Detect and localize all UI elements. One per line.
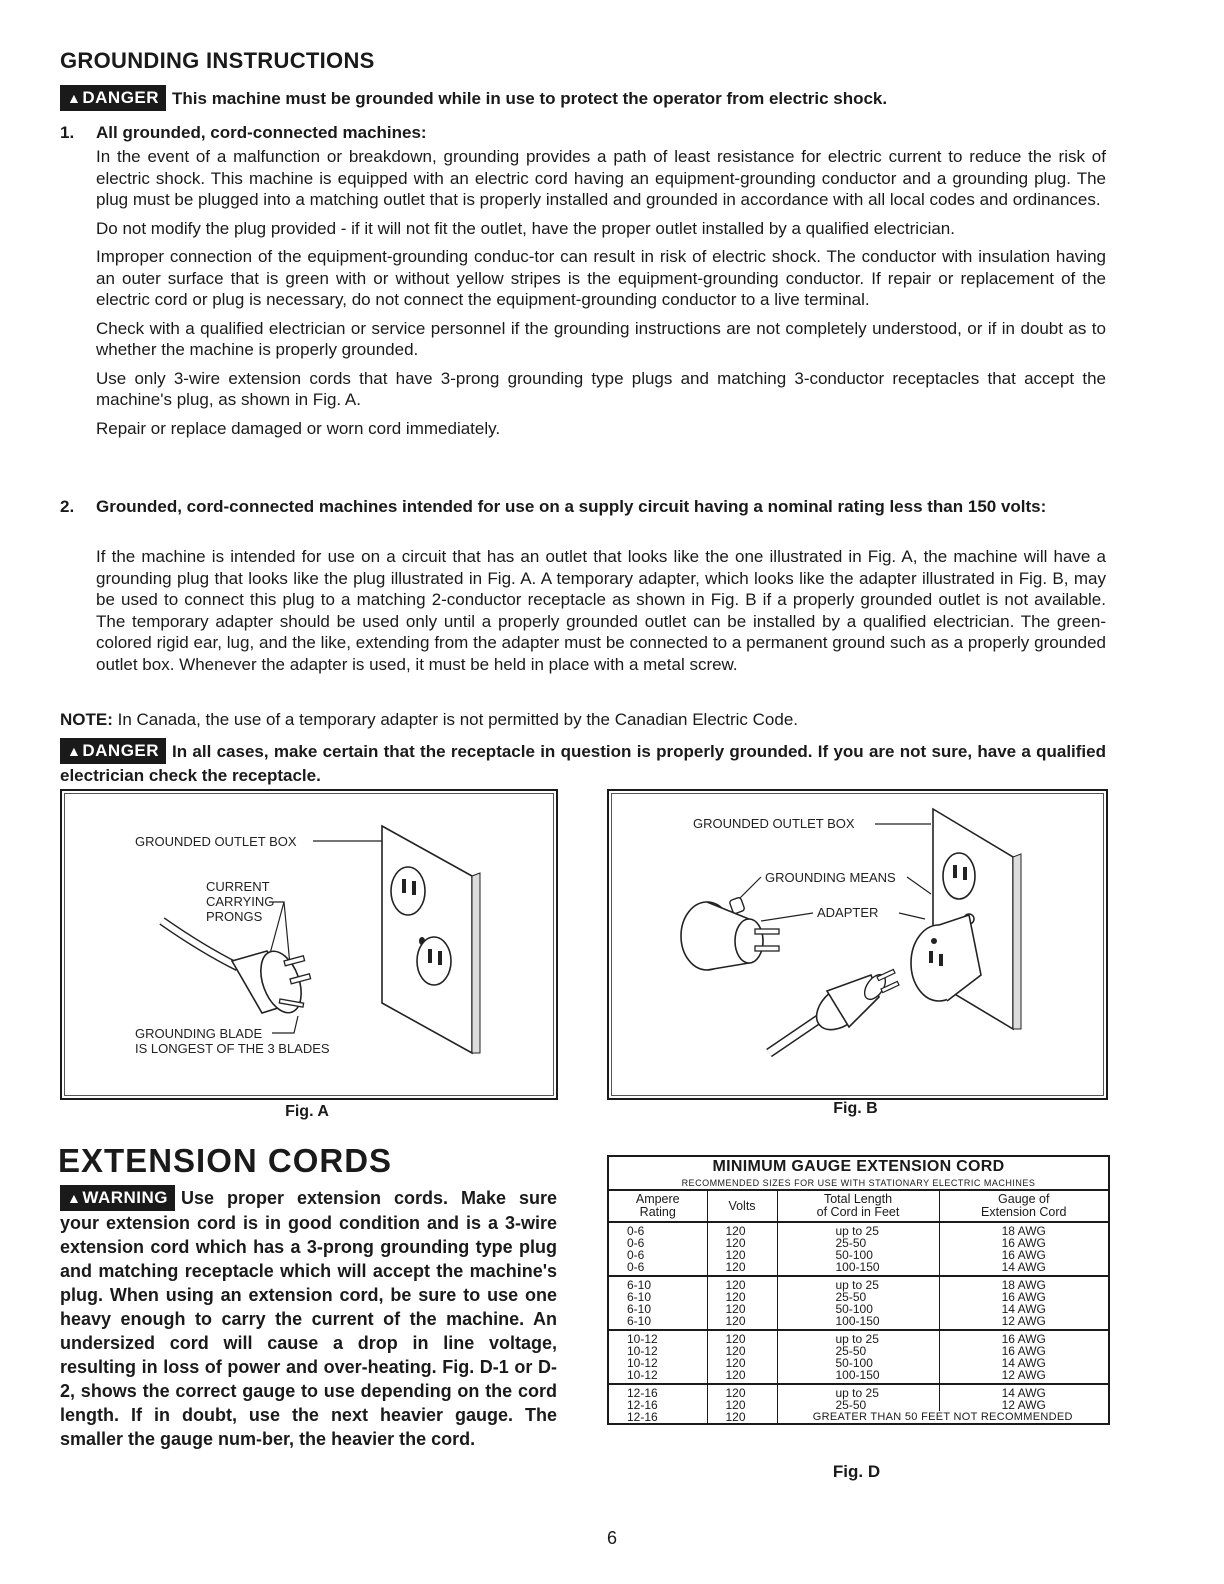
extension-warning (60, 1185, 557, 1451)
gauge-table (607, 1155, 1110, 1425)
table-row: 6-10 120 up to 25 18 AWG (609, 1276, 1108, 1291)
label-grounding-means: GROUNDING MEANS (765, 870, 896, 885)
extension-text: Use proper extension cords. Make sure your extension cord is in good condition and is a 3-wire extension cord which has a 3-prong grounding type plug and matching receptacle which will accept the machine's plug. When using an extension cord, be sure to use one heavy enough to carry the current of the machine. An undersized cord will cause a drop in line voltage, resulting in loss of power and over-heating. Fig. D-1 or D-2, shows the correct gauge to use depending on the cord length. If in doubt, use the next heavier gauge. The smaller the gauge num-ber, the heavier the cord. (60, 1188, 557, 1449)
label-grounded-outlet-box: GROUNDED OUTLET BOX (693, 816, 855, 831)
table-row: 10-12 120 up to 25 16 AWG (609, 1330, 1108, 1345)
table-row: 6-10 120 50-100 14 AWG (609, 1303, 1108, 1315)
adapter-left (681, 897, 779, 970)
table-row: 12-16 120 GREATER THAN 50 FEET NOT RECOMMENDED (609, 1411, 1108, 1423)
danger-notice (60, 85, 1120, 111)
label-longest-blade: IS LONGEST OF THE 3 BLADES (135, 1041, 330, 1056)
figure-a-caption: Fig. A (285, 1103, 329, 1120)
note-label: NOTE: (60, 710, 113, 729)
item-2-body: If the machine is intended for use on a circuit that has an outlet that looks like the one illustrated in Fig. A, the machine will have a grounding plug that looks like the plug illustrated in Fig. A. A temporary adapter, which looks like the adapter illustrated in Fig. B, may be used to connect this plug to a matching 2-conductor receptacle as shown in Fig. B if a properly grounded outlet is not available. The temporary adapter should be used only until a properly grounded outlet can be installed by a qualified electrician. The green-colored rigid ear, lug, and the like, extending from the adapter must be connected to a permanent ground such as a properly grounded outlet box. Whenever the adapter is used, it must be held in place with a metal screw. (96, 547, 1106, 674)
danger-notice-2 (60, 738, 1106, 787)
paragraph: Do not modify the plug provided - if it will not fit the outlet, have the proper outlet installed by a qualified electrician. (96, 218, 955, 238)
paragraph: Use only 3-wire extension cords that have 3-prong grounding type plugs and matching 3-conductor receptacles that accept the machine's plug, as shown in Fig. A. (96, 368, 1106, 409)
table-row: 6-10 120 25-50 16 AWG (609, 1291, 1108, 1303)
canada-note (60, 709, 1120, 731)
paragraph: Improper connection of the equipment-grounding conduc-tor can result in risk of electric shock. The conductor with insulation having an outer surface that is green with or without yellow stripes is the equipment-grounding conductor. If repair or replacement of the electric cord or plug is necessary, do not connect the equipment-grounding conductor to a live terminal. (96, 247, 1106, 309)
figure-a (60, 789, 558, 1100)
figure-b-caption: Fig. B (833, 1100, 878, 1117)
table-row: 10-12 120 50-100 14 AWG (609, 1357, 1108, 1369)
table-row: 12-16 120 up to 25 14 AWG (609, 1384, 1108, 1399)
label-current: CURRENT (206, 879, 270, 894)
three-prong-plug (769, 969, 899, 1053)
page-number: 6 (606, 1528, 617, 1548)
table-row: 12-16 120 25-50 12 AWG (609, 1399, 1108, 1411)
three-prong-plug (162, 921, 311, 1018)
item-2-heading: Grounded, cord-connected machines intended for use on a supply circuit having a nominal rating less than 150 volts: (96, 497, 1047, 516)
gauge-table-subtitle: RECOMMENDED SIZES FOR USE WITH STATIONARY ELECTRIC MACHINES (609, 1177, 1108, 1191)
section-title-grounding: GROUNDING INSTRUCTIONS (60, 48, 375, 73)
note-text: In Canada, the use of a temporary adapter is not permitted by the Canadian Electric Code. (117, 710, 799, 729)
figure-d-caption: Fig. D (832, 1462, 881, 1481)
danger-text: This machine must be grounded while in use to protect the operator from electric shock. (172, 89, 888, 108)
header-length: Total Length of Cord in Feet (777, 1191, 939, 1222)
table-row: 10-12 120 25-50 16 AWG (609, 1345, 1108, 1357)
label-grounded-outlet-box: GROUNDED OUTLET BOX (135, 834, 297, 849)
outlet-wall-plate (382, 826, 480, 1053)
table-row: 0-6 120 50-100 16 AWG (609, 1249, 1108, 1261)
table-row: 6-10 120 100-150 12 AWG (609, 1315, 1108, 1330)
table-row: 0-6 120 100-150 14 AWG (609, 1261, 1108, 1276)
danger-text-2: In all cases, make certain that the receptacle in question is properly grounded. If you are not sure, have a qualified electrician check the receptacle. (60, 742, 1106, 785)
warning-triangle-icon: ▲ (67, 90, 82, 106)
header-volts: Volts (707, 1191, 777, 1222)
danger-badge: ▲DANGER (60, 85, 166, 111)
paragraph: Check with a qualified electrician or service personnel if the grounding instructions are not completely understood, or if in doubt as to whether the machine is properly grounded. (96, 318, 1106, 359)
figure-a-illustration (62, 791, 556, 1098)
table-row: 0-6 120 25-50 16 AWG (609, 1237, 1108, 1249)
item-1-heading: All grounded, cord-connected machines: (96, 123, 427, 142)
table-header-row (609, 1191, 1108, 1222)
figure-b (607, 789, 1108, 1100)
not-recommended-note: GREATER THAN 50 FEET NOT RECOMMENDED (812, 1411, 1073, 1423)
figure-b-illustration (609, 791, 1106, 1098)
item-1-number: 1. (60, 123, 75, 142)
danger-badge-2: ▲DANGER (60, 738, 166, 764)
label-prongs: PRONGS (206, 909, 263, 924)
warning-badge: ▲WARNING (60, 1185, 175, 1211)
paragraph: In the event of a malfunction or breakdown, grounding provides a path of least resistance for electric current to reduce the risk of electric shock. This machine is equipped with an electric cord having an equipment-grounding conductor and a grounding plug. The plug must be plugged into a matching outlet that is properly installed and grounded in accordance with all local codes and ordinances. (96, 147, 1106, 209)
label-adapter: ADAPTER (817, 905, 879, 920)
paragraph: Repair or replace damaged or worn cord immediately. (96, 418, 501, 438)
gauge-table-grid (609, 1191, 1108, 1423)
section-title-extension-cords: EXTENSION CORDS (58, 1142, 393, 1179)
table-row: 0-6 120 up to 25 18 AWG (609, 1222, 1108, 1237)
header-gauge: Gauge of Extension Cord (939, 1191, 1108, 1222)
header-ampere: Ampere Rating (609, 1191, 707, 1222)
warning-triangle-icon: ▲ (67, 743, 82, 759)
item-2-number: 2. (60, 497, 75, 516)
table-row: 10-12 120 100-150 12 AWG (609, 1369, 1108, 1384)
label-carrying: CARRYING (206, 894, 275, 909)
item-1-body (96, 146, 1106, 446)
warning-triangle-icon: ▲ (67, 1190, 82, 1206)
label-grounding-blade: GROUNDING BLADE (135, 1026, 263, 1041)
gauge-table-title: MINIMUM GAUGE EXTENSION CORD (712, 1158, 1005, 1175)
